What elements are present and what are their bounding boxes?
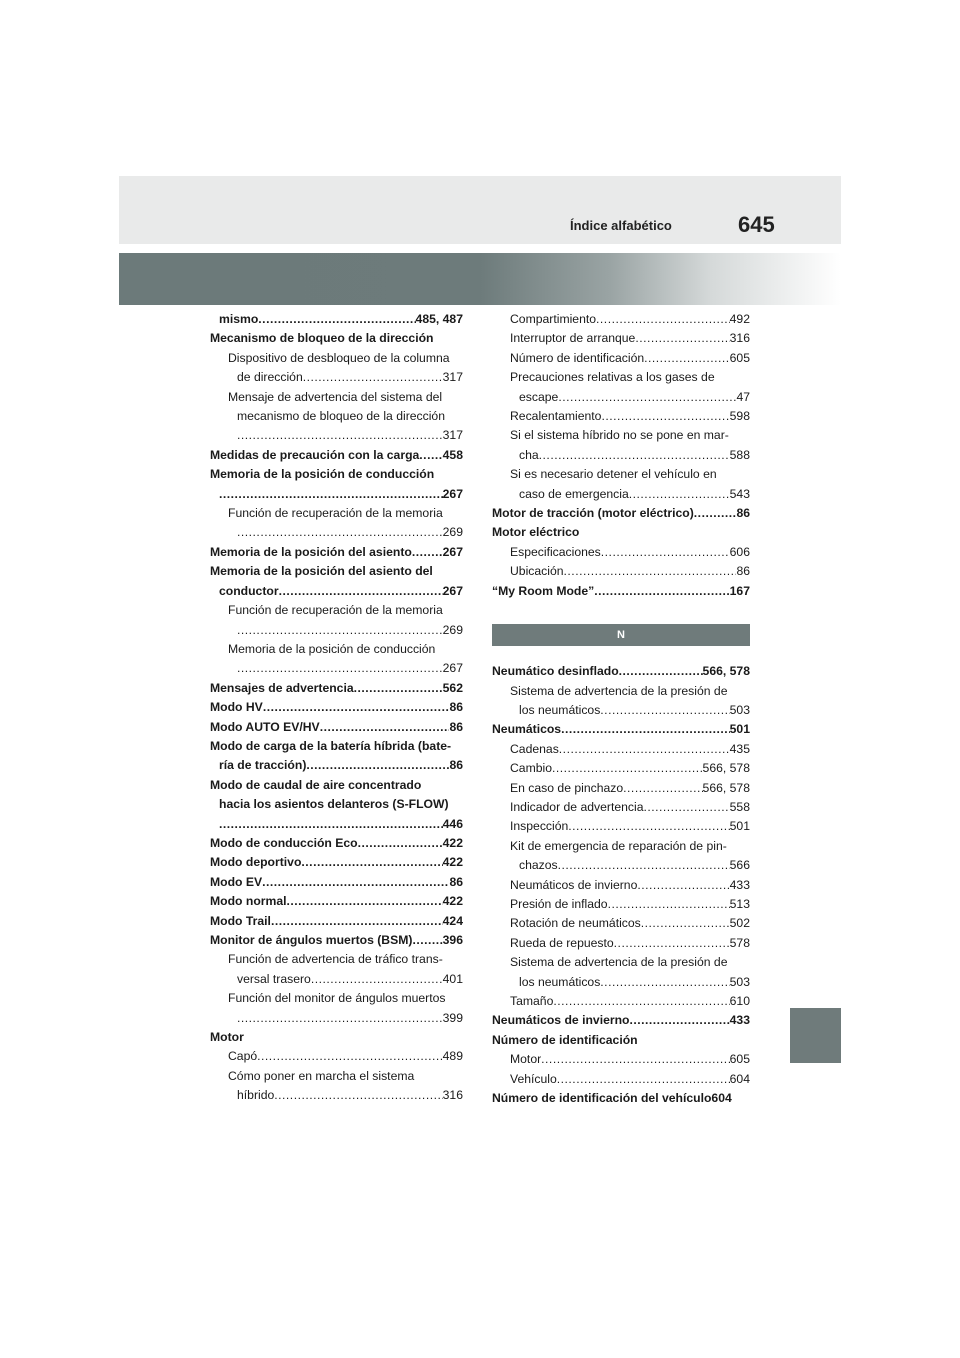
index-entry-page: 558 (729, 799, 750, 814)
index-entry (210, 756, 463, 775)
dot-leader (553, 992, 729, 1011)
index-entry (210, 795, 463, 814)
index-entry-term: mismo (219, 312, 259, 326)
index-entry-list (210, 310, 463, 1106)
index-entry-term: Vehículo (510, 1071, 557, 1086)
header-band (119, 176, 841, 244)
index-entry (492, 446, 750, 465)
dot-leader (539, 446, 730, 465)
index-entry (492, 992, 750, 1011)
index-entry-term: Neumático desinflado (492, 664, 619, 679)
dot-leader (601, 407, 729, 426)
index-entry (210, 582, 463, 601)
index-entry-term: Modo deportivo (210, 855, 302, 870)
chapter-side-tab (790, 1008, 841, 1063)
index-entry-term: Mensajes de advertencia (210, 680, 354, 695)
dot-leader (561, 720, 730, 739)
dot-leader (311, 970, 443, 989)
index-entry (492, 720, 750, 739)
dot-leader (564, 562, 737, 581)
index-entry-page: 503 (729, 974, 750, 989)
index-entry-list (492, 662, 750, 1108)
index-entry-page: 485, 487 (415, 312, 463, 326)
index-entry-page: 422 (442, 894, 463, 909)
index-entry (210, 329, 463, 348)
dot-leader (237, 621, 443, 640)
dot-leader (219, 815, 443, 834)
index-entry-term: Modo de carga de la batería híbrida (bate- (210, 738, 452, 753)
index-entry-term: Presión de inflado (510, 896, 608, 911)
index-entry-list (492, 310, 750, 601)
index-entry-term: versal trasero (237, 971, 311, 986)
index-entry-page: 86 (449, 719, 463, 734)
index-entry-page: 501 (729, 819, 750, 834)
index-entry (492, 934, 750, 953)
dot-leader (263, 698, 450, 717)
index-entry-term: Especificaciones (510, 544, 601, 559)
index-entry-term: Memoria de la posición de conducción (228, 641, 436, 656)
index-column-right (492, 310, 750, 1108)
index-entry-term: Recalentamiento (510, 409, 602, 424)
index-entry-page: 503 (729, 702, 750, 717)
dot-leader (274, 1086, 442, 1105)
index-entry-page: 401 (442, 971, 463, 986)
index-entry (210, 892, 463, 911)
dot-leader (623, 779, 702, 798)
index-entry-page: 489 (442, 1049, 463, 1064)
index-entry (210, 621, 463, 640)
dot-leader (412, 543, 443, 562)
index-entry (210, 640, 463, 659)
index-entry-term: Indicador de advertencia (510, 799, 644, 814)
index-entry (492, 701, 750, 720)
index-entry-page: 578 (729, 935, 750, 950)
index-entry-term: Capó (228, 1049, 258, 1064)
index-entry-term: Sistema de advertencia de la presión de (510, 955, 728, 970)
index-entry (492, 310, 750, 329)
dot-leader (594, 582, 729, 601)
index-entry-page: 422 (442, 835, 463, 850)
index-entry-term: Cadenas (510, 741, 559, 756)
index-entry-page: 422 (442, 855, 463, 870)
index-entry-page: 606 (729, 544, 750, 559)
index-entry-term: Número de identificación (510, 350, 645, 365)
chapter-banner (119, 253, 841, 305)
index-entry-page: 86 (736, 506, 750, 521)
index-entry (210, 912, 463, 931)
index-entry (492, 856, 750, 875)
index-entry (492, 662, 750, 681)
dot-leader (301, 853, 442, 872)
index-entry-page: 562 (442, 680, 463, 695)
index-entry (210, 1009, 463, 1028)
dot-leader (237, 659, 443, 678)
dot-leader (568, 817, 729, 836)
dot-leader (354, 679, 443, 698)
index-entry-page: 267 (442, 544, 463, 559)
index-entry (210, 970, 463, 989)
index-entry-page: 86 (449, 758, 463, 773)
index-entry (210, 1067, 463, 1086)
dot-leader (358, 834, 443, 853)
index-entry-page: 267 (442, 583, 463, 598)
dot-leader (257, 1047, 443, 1066)
index-entry (210, 1047, 463, 1066)
index-entry (210, 1086, 463, 1105)
index-entry-page: 566, 578 (702, 761, 750, 776)
dot-leader (608, 895, 730, 914)
index-entry (492, 682, 750, 701)
index-entry (492, 798, 750, 817)
index-entry (210, 310, 463, 329)
dot-leader (559, 740, 730, 759)
index-entry-page: 566 (729, 858, 750, 873)
index-entry-term: Modo AUTO EV/HV (210, 719, 320, 734)
index-entry (210, 426, 463, 445)
index-entry (210, 388, 463, 407)
index-entry-term: Tamaño (510, 994, 554, 1008)
dot-leader (637, 876, 729, 895)
index-entry-term: Neumáticos (492, 722, 562, 737)
index-entry (210, 853, 463, 872)
dot-leader (306, 756, 449, 775)
dot-leader (320, 718, 450, 737)
dot-leader (629, 1011, 729, 1030)
index-entry (210, 1028, 463, 1047)
dot-leader (237, 426, 443, 445)
index-entry-term: Memoria de la posición de conducción (210, 467, 435, 482)
dot-leader (619, 662, 703, 681)
dot-leader (303, 368, 443, 387)
index-entry-term: escape (519, 389, 559, 404)
index-entry (210, 368, 463, 387)
index-entry (210, 465, 463, 484)
index-entry-term: chazos (519, 858, 558, 873)
index-entry-term: Compartimiento (510, 312, 597, 326)
index-entry-page: 446 (442, 816, 463, 831)
index-entry (210, 659, 463, 678)
index-entry (492, 562, 750, 581)
index-entry (492, 1089, 750, 1108)
index-entry-term: Modo de conducción Eco (210, 835, 358, 850)
index-entry-term: Cómo poner en marcha el sistema (228, 1068, 415, 1083)
index-entry-page: 501 (729, 722, 750, 737)
index-entry (492, 523, 750, 542)
index-entry-page: 86 (449, 700, 463, 715)
index-entry (492, 973, 750, 992)
index-entry-term: Sistema de advertencia de la presión de (510, 683, 728, 698)
index-entry-term: ría de tracción) (219, 758, 307, 773)
index-entry (492, 388, 750, 407)
dot-leader (600, 973, 729, 992)
index-entry (492, 837, 750, 856)
index-entry (210, 989, 463, 1008)
index-entry (492, 582, 750, 601)
index-entry (492, 1011, 750, 1030)
index-entry-term: Monitor de ángulos muertos (BSM) (210, 933, 413, 947)
index-entry-page: 566, 578 (702, 780, 750, 795)
index-entry-page: 543 (729, 486, 750, 501)
dot-leader (412, 931, 442, 950)
index-entry-term: Interruptor de arranque (510, 331, 636, 346)
dot-leader (644, 349, 730, 368)
index-entry (492, 485, 750, 504)
index-entry-page: 435 (729, 741, 750, 756)
dot-leader (271, 912, 443, 931)
index-entry-term: Precauciones relativas a los gases de (510, 370, 715, 385)
index-entry (492, 895, 750, 914)
index-entry-term: los neumáticos (519, 974, 601, 989)
index-entry (492, 740, 750, 759)
index-entry-page: 316 (729, 331, 750, 346)
index-entry (492, 407, 750, 426)
index-entry-page: 47 (736, 389, 750, 404)
dot-leader (641, 914, 730, 933)
index-entry-term: Motor eléctrico (492, 525, 580, 540)
index-entry (492, 329, 750, 348)
index-entry-term: Si el sistema híbrido no se pone en mar- (510, 428, 729, 443)
index-entry-term: de dirección (237, 370, 303, 385)
index-entry (492, 953, 750, 972)
index-entry-page: 605 (729, 350, 750, 365)
index-entry-term: cha (519, 447, 539, 462)
index-entry-term: Memoria de la posición del asiento del (210, 564, 433, 579)
index-entry-page: 502 (729, 916, 750, 931)
index-entry (492, 349, 750, 368)
dot-leader (600, 701, 729, 720)
dot-leader (557, 1070, 730, 1089)
index-entry-page: 433 (729, 1013, 750, 1028)
index-entry-term: Medidas de precaución con la carga (210, 447, 420, 462)
index-entry (210, 679, 463, 698)
dot-leader (541, 1050, 730, 1069)
index-column-left (210, 310, 463, 1106)
index-entry-page: 269 (442, 525, 463, 540)
index-entry (492, 779, 750, 798)
index-entry-term: Modo Trail (210, 913, 271, 928)
index-entry-term: Rotación de neumáticos (510, 916, 641, 931)
index-entry-term: Neumáticos de invierno (492, 1013, 630, 1028)
index-entry-term: Motor de tracción (motor eléctrico) (492, 506, 694, 521)
dot-leader (629, 485, 730, 504)
dot-leader (419, 446, 442, 465)
section-title: Índice alfabético (570, 218, 672, 233)
index-entry (492, 817, 750, 836)
index-entry-page: 566, 578 (702, 664, 750, 679)
index-entry-term: hacia los asientos delanteros (S-FLOW) (219, 797, 449, 812)
index-entry-page: 492 (729, 312, 750, 326)
dot-leader (558, 856, 730, 875)
index-entry-page: 513 (729, 896, 750, 911)
index-entry (210, 834, 463, 853)
index-entry-term: Ubicación (510, 564, 564, 579)
index-entry (210, 562, 463, 581)
index-entry (210, 873, 463, 892)
dot-leader (237, 523, 443, 542)
index-entry-page: 317 (442, 370, 463, 385)
index-entry (210, 446, 463, 465)
dot-leader (614, 934, 730, 953)
index-entry-page: 433 (729, 877, 750, 892)
index-entry-page: 610 (729, 994, 750, 1008)
index-entry (210, 601, 463, 620)
index-entry-term: híbrido (237, 1088, 275, 1103)
index-entry (210, 931, 463, 950)
index-entry-term: Cambio (510, 761, 552, 776)
index-entry (210, 737, 463, 756)
index-entry (210, 523, 463, 542)
index-entry-term: Modo de caudal de aire concentrado (210, 777, 422, 792)
dot-leader (635, 329, 729, 348)
index-entry-page: 424 (442, 913, 463, 928)
index-entry-term: caso de emergencia (519, 486, 629, 501)
index-entry-term: conductor (219, 583, 279, 598)
index-entry-term: Memoria de la posición del asiento (210, 544, 412, 559)
index-entry-term: Rueda de repuesto (510, 935, 614, 950)
index-entry (210, 698, 463, 717)
index-entry-term: Función de recuperación de la memoria (228, 603, 443, 618)
index-entry-term: “My Room Mode” (492, 583, 595, 598)
index-entry-page: 458 (442, 447, 463, 462)
index-entry-term: Si es necesario detener el vehículo en (510, 467, 717, 482)
index-entry-term: Mecanismo de bloqueo de la dirección (210, 331, 434, 346)
index-entry-term: En caso de pinchazo (510, 780, 624, 795)
index-entry (210, 950, 463, 969)
dot-leader (552, 759, 703, 778)
index-entry-term: Función de advertencia de tráfico trans- (228, 952, 443, 967)
index-entry-term: Motor (510, 1052, 542, 1067)
index-entry (210, 718, 463, 737)
index-entry-page: 588 (729, 447, 750, 462)
index-entry-term: Dispositivo de desbloqueo de la columna (228, 350, 450, 365)
index-entry (492, 426, 750, 445)
index-entry-term: Modo EV (210, 874, 263, 889)
index-entry-page: 267 (442, 486, 463, 501)
index-entry-term: Función de recuperación de la memoria (228, 506, 443, 521)
dot-leader (237, 1009, 443, 1028)
index-entry (492, 914, 750, 933)
index-entry-term: Función del monitor de ángulos muertos (228, 991, 446, 1006)
index-entry-term: Inspección (510, 819, 569, 834)
index-entry-term: Número de identificación (492, 1032, 638, 1047)
index-entry (210, 543, 463, 562)
index-entry (492, 543, 750, 562)
index-entry-term: los neumáticos (519, 702, 601, 717)
index-entry (210, 815, 463, 834)
index-entry-term: Modo normal (210, 894, 287, 909)
letter-heading: N (492, 624, 750, 646)
index-entry-term: Neumáticos de invierno (510, 877, 638, 892)
index-entry (492, 759, 750, 778)
dot-leader (258, 310, 415, 329)
index-entry-page: 598 (729, 409, 750, 424)
dot-leader (558, 388, 736, 407)
index-entry (492, 1070, 750, 1089)
index-entry-page: 167 (729, 583, 750, 598)
index-entry-term: Número de identificación del vehículo604 (492, 1091, 732, 1106)
index-entry (210, 407, 463, 426)
index-entry-page: 269 (442, 622, 463, 637)
dot-leader (262, 873, 449, 892)
index-entry-term: Kit de emergencia de reparación de pin- (510, 838, 727, 853)
dot-leader (287, 892, 443, 911)
index-entry-page: 605 (729, 1052, 750, 1067)
index-entry (492, 504, 750, 523)
dot-leader (219, 485, 443, 504)
index-entry-term: mecanismo de bloqueo de la dirección (237, 409, 445, 424)
index-entry-page: 396 (442, 933, 463, 947)
dot-leader (643, 798, 729, 817)
dot-leader (694, 504, 737, 523)
index-entry (210, 504, 463, 523)
index-entry (210, 485, 463, 504)
index-entry (492, 1050, 750, 1069)
index-entry (492, 368, 750, 387)
index-entry (210, 349, 463, 368)
index-entry (492, 1031, 750, 1050)
index-entry-page: 267 (442, 661, 463, 676)
index-entry-term: Mensaje de advertencia del sistema del (228, 389, 443, 404)
index-entry-page: 399 (442, 1010, 463, 1025)
index-entry-page: 317 (442, 428, 463, 443)
index-entry (210, 776, 463, 795)
index-entry-page: 86 (736, 564, 750, 579)
index-entry-page: 86 (449, 874, 463, 889)
index-entry (492, 465, 750, 484)
dot-leader (279, 582, 443, 601)
index-entry-page: 604 (729, 1071, 750, 1086)
index-entry (492, 876, 750, 895)
index-entry-term: Modo HV (210, 700, 263, 715)
index-entry-term: Motor (210, 1030, 244, 1045)
index-entry-page: 316 (442, 1088, 463, 1103)
dot-leader (601, 543, 730, 562)
dot-leader (596, 310, 730, 329)
page-number: 645 (738, 212, 775, 237)
